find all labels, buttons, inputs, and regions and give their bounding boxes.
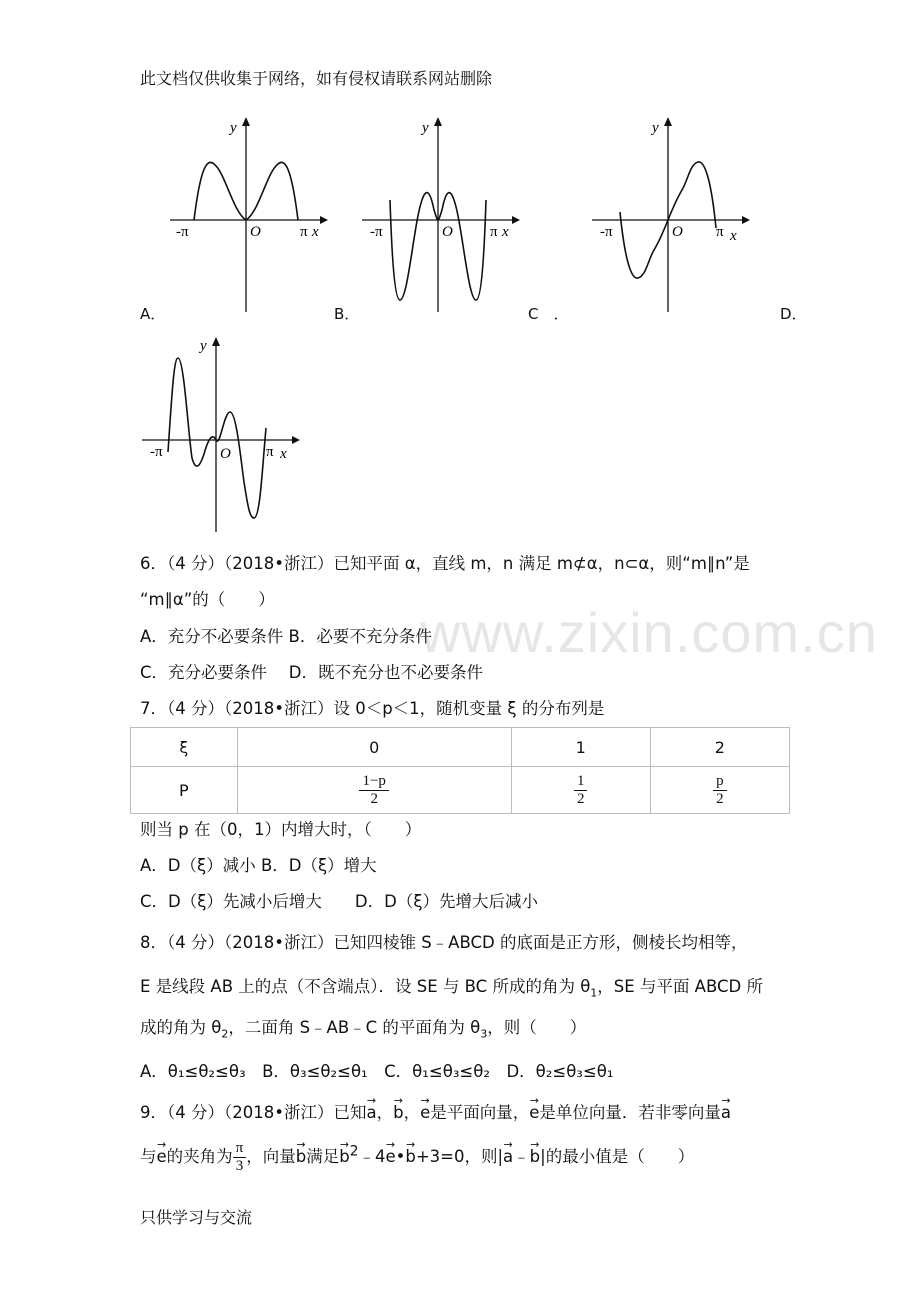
graph-a-neg-pi: -π [176, 224, 189, 240]
fraction-numerator: 1−p [359, 773, 388, 791]
fraction-pi-over-3 [233, 1140, 247, 1175]
graph-b-origin: O [442, 224, 453, 240]
q9-text: ， [376, 1103, 394, 1122]
graph-d-xlabel: x [280, 446, 287, 462]
q7-options-ab: A．D（ξ）减小 B．D（ξ）增大 [140, 856, 377, 875]
q8-text: ，SE 与平面 ABCD 所 [597, 977, 763, 996]
graph-b-pi: π [490, 224, 498, 240]
option-c-label: C ． [528, 305, 569, 323]
fraction [574, 773, 588, 808]
vector-e: → e [385, 1146, 395, 1168]
graph-b-ylabel: y [422, 120, 429, 136]
vector-a: → a [721, 1102, 731, 1124]
fraction-numerator: p [713, 773, 727, 791]
table-cell: 2 [650, 728, 789, 767]
table-row [131, 767, 790, 814]
q9-text: |的最小值是（ ） [540, 1147, 695, 1166]
q9-text: ，向量 [246, 1147, 296, 1166]
page-header: 此文档仅供收集于网络，如有侵权请联系网站删除 [140, 69, 493, 88]
fraction-denominator: 2 [370, 790, 378, 807]
table-row [131, 728, 790, 767]
fraction-numerator: 1 [574, 773, 588, 791]
q6-stem-line1: 6．（4 分）（2018•浙江）已知平面 α，直线 m，n 满足 m⊄α，n⊂α，则“m∥n”是 [140, 554, 750, 573]
q8-text: ，则（ ） [487, 1018, 587, 1037]
graph-c-pi: π [716, 224, 724, 240]
graph-a-pi: π [300, 224, 308, 240]
fraction-denominator: 2 [576, 790, 585, 807]
graph-c [592, 112, 752, 317]
fraction-denominator: 2 [716, 790, 724, 807]
q8-text: 成的角为 θ [140, 1018, 222, 1037]
q7-options-cd: C．D（ξ）先减小后增大 D．D（ξ）先增大后减小 [140, 892, 539, 911]
q9-text: ﹣ [513, 1147, 530, 1166]
vector-b: → b [296, 1146, 306, 1168]
graph-a-origin: O [250, 224, 261, 240]
graph-c-neg-pi: -π [600, 224, 613, 240]
vector-e: → e [529, 1102, 539, 1124]
q8-options: A．θ₁≤θ₂≤θ₃ B．θ₃≤θ₂≤θ₁ C．θ₁≤θ₃≤θ₂ D．θ₂≤θ₃≤θ₁ [140, 1062, 614, 1081]
q7-after-table: 则当 p 在（0，1）内增大时，（ ） [140, 820, 422, 839]
distribution-table [130, 727, 790, 814]
q9-line1 [140, 1102, 731, 1124]
q9-text: ， [403, 1103, 421, 1122]
q8-line2 [140, 976, 763, 1004]
table-cell: ξ [131, 728, 238, 767]
graph-d-pi: π [266, 444, 274, 460]
table-cell [511, 767, 650, 814]
graph-d-ylabel: y [200, 338, 207, 354]
q9-text: ﹣4 [358, 1147, 386, 1166]
fraction-numerator: π [233, 1140, 247, 1158]
graph-b [362, 112, 522, 317]
vector-b: → b [339, 1146, 349, 1168]
q8-text: ，二面角 S﹣AB﹣C 的平面角为 θ [228, 1018, 481, 1037]
vector-e: → e [157, 1146, 167, 1168]
graph-b-xlabel: x [502, 224, 509, 240]
q9-line2 [140, 1140, 694, 1175]
fraction-denominator: 3 [235, 1158, 244, 1174]
q9-text: 满足 [306, 1147, 340, 1166]
vector-e: → e [420, 1102, 430, 1124]
q9-text: 是单位向量．若非零向量 [539, 1103, 721, 1122]
q9-text: 与 [140, 1147, 157, 1166]
vector-b: → b [530, 1146, 540, 1168]
q8-text: E 是线段 AB 上的点（不含端点）．设 SE 与 BC 所成的角为 θ [140, 977, 591, 996]
q9-text: +3=0，则| [415, 1147, 504, 1166]
graph-d-neg-pi: -π [150, 444, 163, 460]
q9-text: 是平面向量， [430, 1103, 530, 1122]
vector-b: → b [393, 1102, 403, 1124]
table-cell: 1 [511, 728, 650, 767]
table-cell [650, 767, 789, 814]
q6-options-cd: C．充分必要条件 D．既不充分也不必要条件 [140, 663, 483, 682]
fraction [713, 773, 727, 808]
graph-c-origin: O [672, 224, 683, 240]
q9-text: 9．（4 分）（2018•浙江）已知 [140, 1103, 367, 1122]
subscript: 1 [590, 986, 598, 1000]
subscript: 3 [480, 1027, 488, 1041]
subscript: 2 [221, 1027, 229, 1041]
superscript: 2 [349, 1143, 359, 1160]
option-a-label: A． [140, 305, 166, 323]
q7-stem: 7．（4 分）（2018•浙江）设 0＜p＜1，随机变量 ξ 的分布列是 [140, 699, 605, 718]
table-cell: 0 [237, 728, 511, 767]
q6-options-ab: A．充分不必要条件 B．必要不充分条件 [140, 627, 432, 646]
q9-text: 的夹角为 [166, 1147, 233, 1166]
page-footer: 只供学习与交流 [140, 1208, 253, 1227]
q6-stem-line2: “m∥α”的（ ） [140, 590, 275, 609]
graph-c-xlabel: x [730, 228, 737, 244]
q8-line3 [140, 1017, 586, 1045]
watermark: www.zixin.com.cn [420, 601, 878, 664]
vector-b: → b [405, 1146, 415, 1168]
graph-a [170, 112, 330, 317]
graph-b-neg-pi: -π [370, 224, 383, 240]
vector-a: → a [366, 1102, 376, 1124]
option-d-label: D． [780, 305, 807, 323]
graph-d-origin: O [220, 446, 231, 462]
q9-text: • [395, 1147, 406, 1166]
table-cell: P [131, 767, 238, 814]
option-b-label: B． [334, 305, 360, 323]
graph-d [142, 332, 302, 537]
vector-a: → a [503, 1146, 513, 1168]
graph-a-ylabel: y [230, 120, 237, 136]
table-cell [237, 767, 511, 814]
q8-line1: 8．（4 分）（2018•浙江）已知四棱锥 S﹣ABCD 的底面是正方形，侧棱长均相等， [140, 933, 748, 952]
graph-a-xlabel: x [312, 224, 319, 240]
fraction [359, 773, 388, 808]
graph-c-ylabel: y [652, 120, 659, 136]
